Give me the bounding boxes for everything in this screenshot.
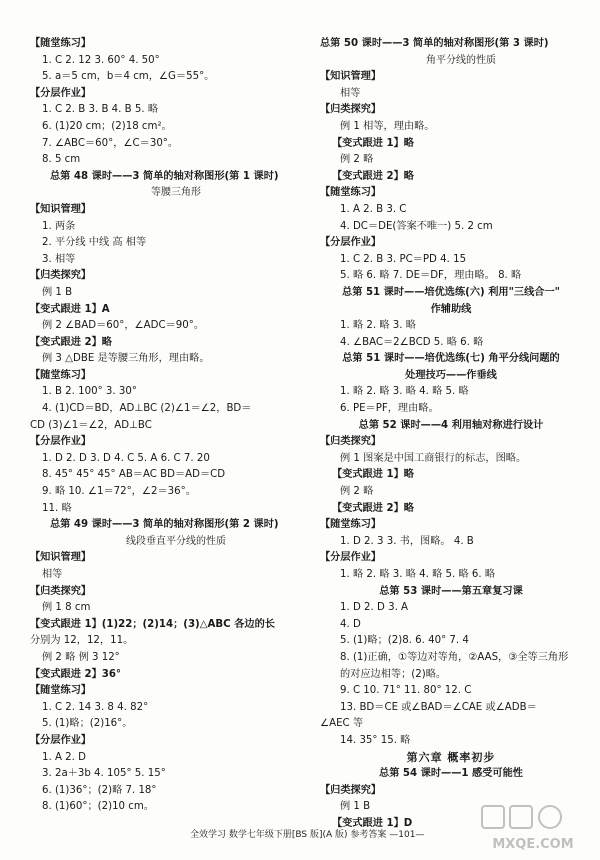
right-answer-line: 1. 略 2. 略 3. 略 4. 略 5. 略 6. 略 xyxy=(340,569,496,580)
watermark-logo xyxy=(478,800,588,856)
left-answer-line: 【分层作业】 xyxy=(30,436,92,448)
left-answer-line: 7. ∠ABC＝60°，∠C＝30°。 xyxy=(42,137,179,149)
right-answer-line: 4. ∠BAC＝2∠BCD 5. 略 6. 略 xyxy=(340,336,484,348)
left-answer-line: 等腰三角形 xyxy=(151,187,201,199)
left-column xyxy=(30,36,302,816)
left-answer-line: 1. B 2. 100° 3. 30° xyxy=(42,386,137,398)
right-answer-line: 【随堂练习】 xyxy=(320,519,382,531)
right-answer-line: 【归类探究】 xyxy=(320,104,382,116)
right-answer-line: 相等 xyxy=(340,87,361,99)
left-answer-line: 11. 略 xyxy=(42,502,72,514)
right-answer-line: 总第 50 课时——3 简单的轴对称图形(第 3 课时) xyxy=(320,38,549,49)
left-answer-line: 5. a＝5 cm，b＝4 cm，∠G＝55°。 xyxy=(42,71,215,83)
right-answer-line: 1. 略 2. 略 3. 略 4. 略 5. 略 xyxy=(340,386,469,398)
left-answer-line: 1. C 2. 12 3. 60° 4. 50° xyxy=(42,54,160,66)
page-footer: 全效学习 数学七年级下册[BS 版](A 版) 参考答案 —101— xyxy=(190,830,425,840)
right-answer-line: 【分层作业】 xyxy=(320,552,382,564)
left-answer-line: 1. C 2. 14 3. 8 4. 82° xyxy=(42,701,149,713)
right-answer-line: 例 1 相等，理由略。 xyxy=(340,120,435,132)
watermark-text: MXQE.COM xyxy=(492,837,574,852)
right-answer-line: 例 2 略 xyxy=(340,486,374,498)
left-answer-line: 5. (1)略；(2)16°。 xyxy=(42,718,133,730)
right-answer-line: 【变式跟进 1】D xyxy=(332,817,413,829)
right-answer-line: 【变式跟进 1】略 xyxy=(332,469,414,481)
right-answer-line: 【知识管理】 xyxy=(320,71,382,83)
right-answer-line: 5. 略 6. 略 7. DE＝DF，理由略。 8. 略 xyxy=(340,270,522,282)
left-answer-line: 相等 xyxy=(42,569,63,580)
left-answer-line: 【分层作业】 xyxy=(30,734,92,746)
right-column xyxy=(320,36,582,833)
right-answer-line: 13. BD＝CE 或∠BAD＝∠CAE 或∠ADB＝ xyxy=(340,701,537,713)
left-answer-line: 【知识管理】 xyxy=(30,552,92,564)
right-answer-line: 1. D 2. D 3. A xyxy=(340,602,409,614)
right-answer-line: 【变式跟进 2】略 xyxy=(332,502,414,514)
left-answer-line: 9. 略 10. ∠1＝72°，∠2＝36°。 xyxy=(42,486,196,498)
left-answer-line: 1. C 2. B 3. B 4. B 5. 略 xyxy=(42,104,159,116)
left-answer-line: 【归类探究】 xyxy=(30,585,92,597)
right-answer-line: 【分层作业】 xyxy=(320,237,382,249)
right-answer-line: 【变式跟进 2】略 xyxy=(332,170,414,182)
right-answer-line: 例 1 图案是中国工商银行的标志，图略。 xyxy=(340,452,527,464)
left-answer-line: 线段垂直平分线的性质 xyxy=(126,535,226,547)
right-answer-line: 5. (1)略；(2)8. 6. 40° 7. 4 xyxy=(340,635,469,647)
left-answer-line: 【变式跟进 2】略 xyxy=(30,336,112,348)
left-answer-line: 4. (1)CD＝BD，AD⊥BC (2)∠1＝∠2，BD＝ xyxy=(42,403,252,415)
right-answer-line: 14. 35° 15. 略 xyxy=(340,734,411,746)
right-answer-line: 【随堂练习】 xyxy=(320,187,382,199)
left-answer-line: 6. (1)36°；(2)略 7. 18° xyxy=(42,784,157,796)
left-answer-line: 3. 相等 xyxy=(42,253,76,265)
right-answer-line: 总第 52 课时——4 利用轴对称进行设计 xyxy=(358,419,544,431)
right-answer-line: 作辅助线 xyxy=(430,303,472,315)
right-answer-line: 第六章 概率初步 xyxy=(406,750,496,764)
left-answer-line: 6. (1)20 cm；(2)18 cm²。 xyxy=(42,120,172,132)
right-answer-line: 例 1 B xyxy=(340,801,371,813)
right-answer-line: 【变式跟进 1】略 xyxy=(332,137,414,149)
left-answer-line: CD (3)∠1＝∠2，AD⊥BC xyxy=(30,419,152,431)
left-answer-line: 【变式跟进 1】(1)22；(2)14；(3)△ABC 各边的长 xyxy=(30,618,275,630)
right-answer-line: 1. A 2. B 3. C xyxy=(340,203,407,215)
left-answer-line: 1. A 2. D xyxy=(42,751,86,763)
left-answer-line: 【随堂练习】 xyxy=(30,685,92,697)
left-answer-line: 8. 45° 45° 45° AB＝AC BD＝AD＝CD xyxy=(42,469,226,481)
right-answer-line: 总第 51 课时——培优选练(七) 角平分线问题的 xyxy=(342,353,560,365)
right-answer-line: 4. DC＝DE(答案不唯一) 5. 2 cm xyxy=(340,220,493,232)
left-answer-line: 分别为 12，12，11。 xyxy=(30,635,134,647)
left-answer-line: 【归类探究】 xyxy=(30,270,92,282)
right-answer-line: 9. C 10. 71° 11. 80° 12. C xyxy=(340,685,472,697)
right-answer-line: 1. 略 2. 略 3. 略 xyxy=(340,320,416,332)
right-answer-line: 【归类探究】 xyxy=(320,784,382,796)
left-answer-line: 【变式跟进 1】A xyxy=(30,303,110,315)
right-answer-line: 1. D 2. 3 3. 书，图略。 4. B xyxy=(340,535,474,547)
right-answer-line: 4. D xyxy=(340,618,361,630)
left-answer-line: 3. 2a＋3b 4. 105° 5. 15° xyxy=(42,768,166,780)
left-answer-line: 1. D 2. D 3. D 4. C 5. A 6. C 7. 20 xyxy=(42,452,210,464)
left-answer-line: 2. 平分线 中线 高 相等 xyxy=(42,237,147,249)
left-answer-line: 8. (1)60°；(2)10 cm。 xyxy=(42,801,154,813)
left-answer-line: 【随堂练习】 xyxy=(30,369,92,381)
left-answer-line: 【随堂练习】 xyxy=(30,38,92,49)
left-answer-line: 例 1 B xyxy=(42,286,73,298)
right-answer-line: 【归类探究】 xyxy=(320,436,382,448)
left-answer-line: 例 3 △DBE 是等腰三角形，理由略。 xyxy=(42,353,210,365)
left-answer-line: 1. 两条 xyxy=(42,220,76,232)
left-answer-line: 【变式跟进 2】36° xyxy=(30,668,122,680)
left-answer-line: 例 2 ∠BAD＝60°，∠ADC＝90°。 xyxy=(42,320,205,332)
left-answer-line: 总第 48 课时——3 简单的轴对称图形(第 1 课时) xyxy=(50,170,279,182)
right-answer-line: 总第 54 课时——1 感受可能性 xyxy=(379,768,523,780)
left-answer-line: 例 1 8 cm xyxy=(42,602,91,614)
left-answer-line: 例 2 略 例 3 12° xyxy=(42,651,120,663)
right-answer-line: 8. (1)正确，①等边对等角，②AAS，③全等三角形 xyxy=(340,651,569,663)
right-answer-line: ∠AEC 等 xyxy=(320,718,364,730)
right-answer-line: 角平分线的性质 xyxy=(426,54,496,66)
right-answer-line: 总第 51 课时——培优选练(六) 利用"三线合一" xyxy=(342,286,560,298)
left-answer-line: 【知识管理】 xyxy=(30,203,92,215)
right-answer-line: 例 2 略 xyxy=(340,154,374,166)
right-answer-line: 6. PE＝PF，理由略。 xyxy=(340,403,439,415)
left-answer-line: 【分层作业】 xyxy=(30,87,92,99)
right-answer-line: 总第 53 课时——第五章复习课 xyxy=(379,585,523,597)
left-answer-line: 8. 5 cm xyxy=(42,154,81,166)
left-answer-line: 总第 49 课时——3 简单的轴对称图形(第 2 课时) xyxy=(50,519,279,531)
right-answer-line: 的对应边相等；(2)略。 xyxy=(340,668,447,680)
right-answer-line: 1. C 2. B 3. PC＝PD 4. 15 xyxy=(340,253,467,265)
right-answer-line: 处理技巧——作垂线 xyxy=(405,369,497,381)
